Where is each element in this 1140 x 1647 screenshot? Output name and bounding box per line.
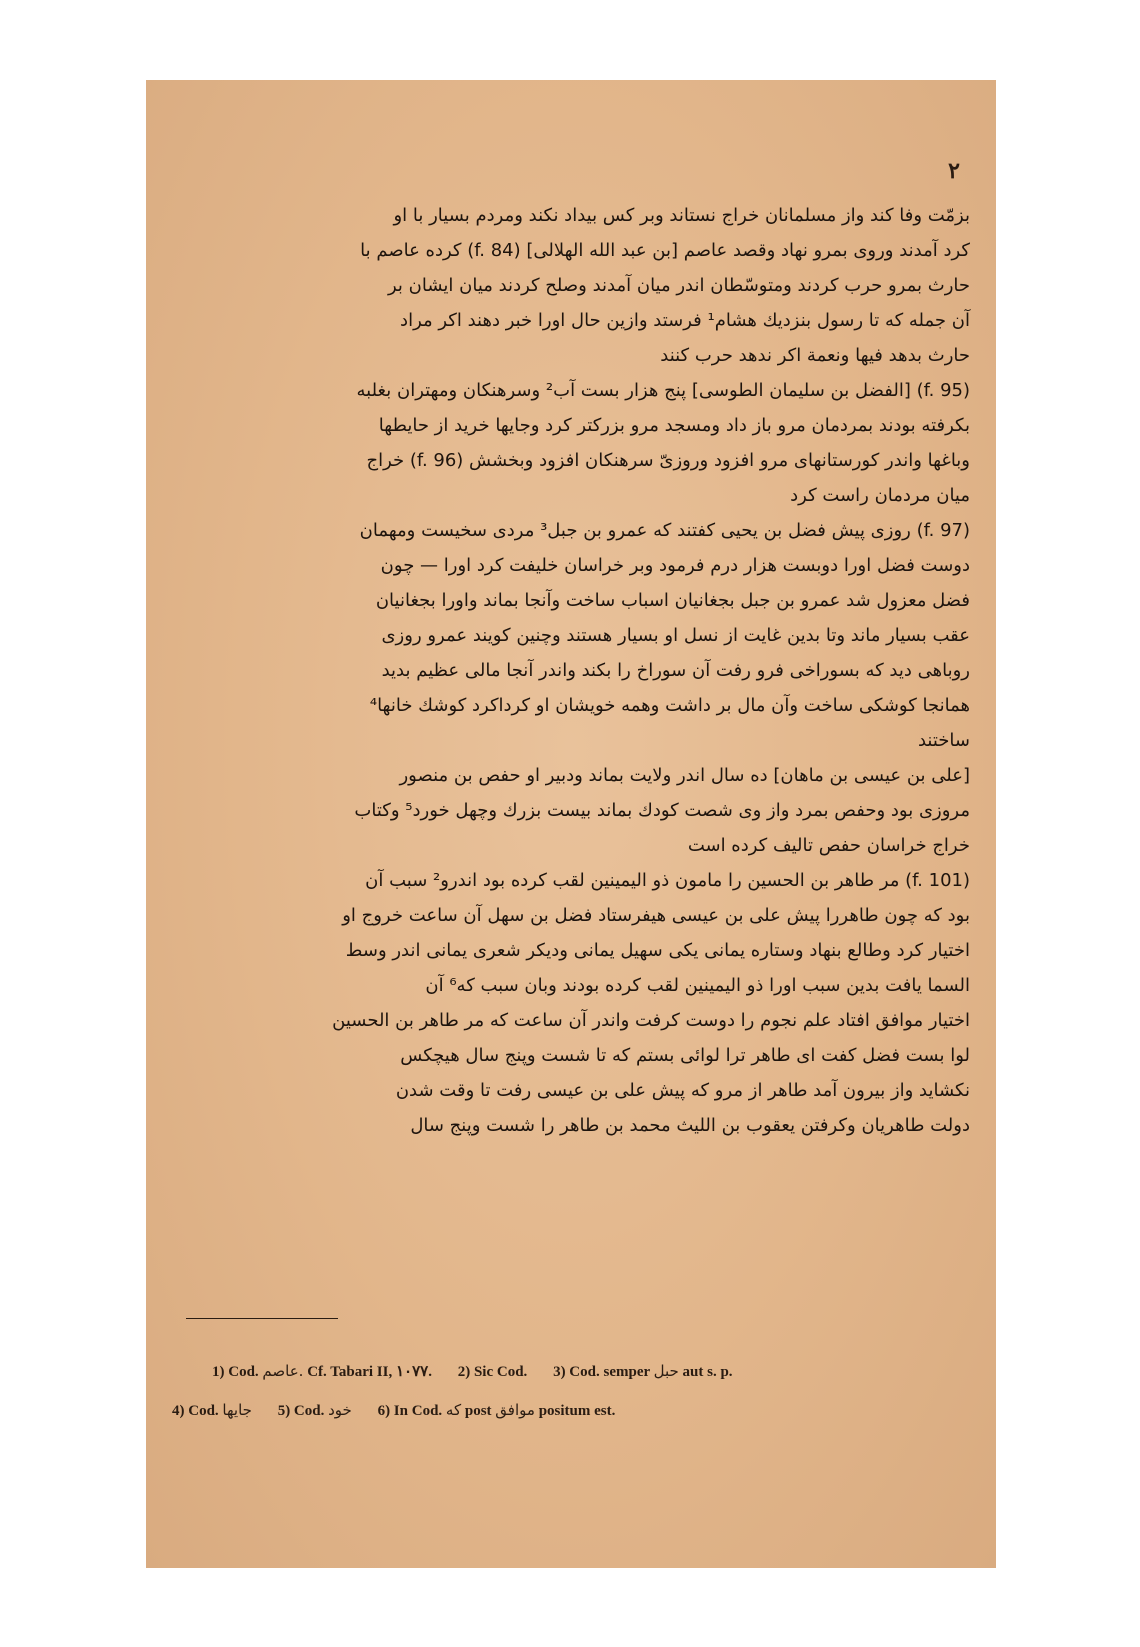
footnote-arabic: حبل	[653, 1362, 679, 1380]
footnote-2: 2) Sic Cod.	[457, 1364, 528, 1380]
footnote-line-1	[172, 1352, 956, 1391]
footnote-arabic: عاصم.	[262, 1362, 304, 1380]
footnote-label: 3) Cod. semper	[553, 1364, 650, 1380]
text-line: فضل معزول شد عمرو بن جبل بجغانیان اسباب ساخت وآنجا بماند واورا بجغانیان	[375, 590, 970, 611]
text-line: خراج خراسان حفص تالیف کرده است	[687, 835, 970, 856]
footnote-5	[278, 1403, 352, 1419]
page-number: ۲	[948, 158, 960, 184]
footnote-6	[378, 1403, 616, 1419]
footnote-text: Cf. Tabari II, ١٠٧٧.	[307, 1364, 432, 1380]
text-line: السما یافت بدین سبب اورا ذو الیمینین لقب کرده بودند وبان سبب که⁶ آن	[425, 975, 970, 996]
text-line: (f. 101) مر طاهر بن الحسین را مامون ذو الیمینین لقب کرده بود اندرو² سبب آن	[365, 870, 970, 891]
text-line: میان مردمان راست کرد	[790, 485, 970, 506]
footnote-label: 1) Cod.	[212, 1364, 259, 1380]
footnotes	[172, 1352, 956, 1430]
footnote-arabic: موافق	[495, 1401, 535, 1419]
footnote-text: post	[464, 1403, 492, 1419]
footnote-divider	[186, 1318, 338, 1319]
text-line: اختیار کرد وطالع بنهاد وستاره یمانی یکی سهیل یمانی ودیکر شعری یمانی اندر وسط	[345, 940, 970, 961]
footnote-3	[553, 1364, 733, 1380]
book-page	[146, 80, 996, 1568]
footnote-4	[172, 1403, 252, 1419]
text-line: (f. 97) روزی پیش فضل بن یحیی کفتند که عمرو بن جبل³ مردی سخیست ومهمان	[359, 520, 970, 541]
text-line: وباغها واندر کورستانهای مرو افزود وروزیّ سرهنکان افزود وبخشش (f. 96) خراج	[366, 450, 970, 471]
footnote-text: aut s. p.	[682, 1364, 733, 1380]
text-line: آن جمله که تا رسول بنزدیك هشام¹ فرستد وازین حال اورا خبر دهند اکر مراد	[400, 310, 970, 331]
footnote-text: positum est.	[538, 1403, 616, 1419]
text-line: عقب بسیار ماند وتا بدین غایت از نسل او بسیار هستند وچنین کویند عمرو روزی	[381, 625, 970, 646]
body-text	[172, 198, 970, 1143]
text-line: مروزی بود وحفص بمرد واز وی شصت کودك بماند بیست بزرك وچهل خورد⁵ وکتاب	[354, 800, 970, 821]
text-line: بود که چون طاهررا پیش علی بن عیسی هیفرستاد فضل بن سهل آن ساعت خروج او	[342, 905, 970, 926]
footnote-label: 5) Cod.	[277, 1403, 325, 1419]
footnote-label: 6) In Cod.	[377, 1403, 443, 1419]
footnote-arabic: جایها	[222, 1401, 252, 1419]
paragraph-5	[172, 863, 970, 1143]
text-line: لوا بست فضل کفت ای طاهر ترا لوائی بستم که تا شست وپنج سال هیچکس	[400, 1045, 970, 1066]
footnote-arabic: که	[445, 1401, 462, 1419]
text-line: دوست فضل اورا دوبست هزار درم فرمود وبر خراسان خلیفت کرد اورا — چون	[380, 555, 970, 576]
text-line: (f. 95) [الفضل بن سلیمان الطوسی] پنج هزار بست آب² وسرهنکان ومهتران بغلبه	[356, 380, 970, 401]
paragraph-3	[172, 513, 970, 758]
footnote-arabic: خود	[328, 1401, 352, 1419]
text-line: حارث بدهد فیها ونعمة اکر ندهد حرب کنند	[660, 345, 970, 366]
paragraph-1	[172, 198, 970, 373]
text-line: بزمّت وفا کند واز مسلمانان خراج نستاند وبر کس بیداد نکند ومردم بسیار با او	[393, 205, 970, 226]
text-line: همانجا کوشکی ساخت وآن مال بر داشت وهمه خویشان او کرداکرد کوشك خانها⁴	[369, 695, 970, 716]
text-line: حارث بمرو حرب کردند ومتوسّطان اندر میان آمدند وصلح کردند میان ایشان بر	[387, 275, 970, 296]
text-line: اختیار موافق افتاد علم نجوم را دوست کرفت واندر آن ساعت که مر طاهر بن الحسین	[332, 1010, 970, 1031]
text-line: [علی بن عیسی بن ماهان] ده سال اندر ولایت بماند ودبیر او حفص بن منصور	[399, 765, 970, 786]
text-line: بکرفته بودند بمردمان مرو باز داد ومسجد مرو بزرکتر کرد وجایها خرید از حایطها	[378, 415, 970, 436]
text-line: نکشاید واز بیرون آمد طاهر از مرو که پیش علی بن عیسی رفت تا وقت شدن	[395, 1080, 970, 1101]
footnote-label: 4) Cod.	[172, 1403, 219, 1419]
paragraph-4	[172, 758, 970, 863]
paragraph-2	[172, 373, 970, 513]
text-line: ساختند	[917, 730, 970, 751]
text-line: کرد آمدند وروی بمرو نهاد وقصد عاصم [بن عبد الله الهلالی] (f. 84) کرده عاصم با	[360, 240, 970, 261]
text-line: دولت طاهریان وکرفتن یعقوب بن اللیث محمد بن طاهر را شست وپنج سال	[410, 1115, 970, 1136]
text-line: روباهی دید که بسوراخی فرو رفت آن سوراخ را بکند واندر آنجا مالی عظیم بدید	[381, 660, 970, 681]
footnote-line-2	[172, 1391, 956, 1430]
footnote-1	[212, 1364, 432, 1380]
